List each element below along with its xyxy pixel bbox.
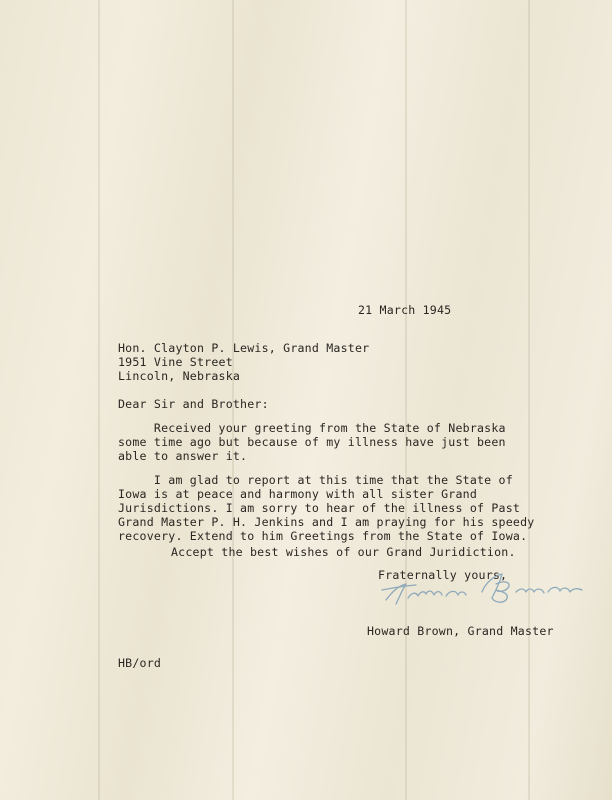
paragraph-2-line: Jurisdictions. I am sorry to hear of the illness of Past (118, 501, 521, 515)
recipient-line-3: Lincoln, Nebraska (118, 369, 241, 383)
paragraph-1-line: able to answer it. (118, 449, 248, 463)
reference-initials: HB/ord (118, 656, 162, 670)
paragraph-2-line: Grand Master P. H. Jenkins and I am praying for his speedy (118, 515, 535, 529)
recipient-line-2: 1951 Vine Street (118, 355, 233, 369)
paragraph-2-line: I am glad to report at this time that the State of (118, 473, 513, 487)
paragraph-3: Accept the best wishes of our Grand Juridiction. (171, 545, 516, 559)
paragraph-1-line: some time ago but because of my illness have just been (118, 435, 506, 449)
handwritten-signature (378, 562, 593, 616)
paragraph-2-line: Iowa is at peace and harmony with all sister Grand (118, 487, 478, 501)
paper-crease (98, 0, 100, 800)
paragraph-1-line: Received your greeting from the State of Nebraska (118, 421, 506, 435)
signer-name-title: Howard Brown, Grand Master (367, 624, 554, 638)
paper-crease (528, 0, 530, 800)
salutation: Dear Sir and Brother: (118, 397, 269, 411)
recipient-line-1: Hon. Clayton P. Lewis, Grand Master (118, 341, 370, 355)
closing: Fraternally yours, (378, 568, 508, 582)
paragraph-2-line: recovery. Extend to him Greetings from the State of Iowa. (118, 529, 528, 543)
letter-date: 21 March 1945 (358, 303, 452, 317)
paper-crease (405, 0, 407, 800)
